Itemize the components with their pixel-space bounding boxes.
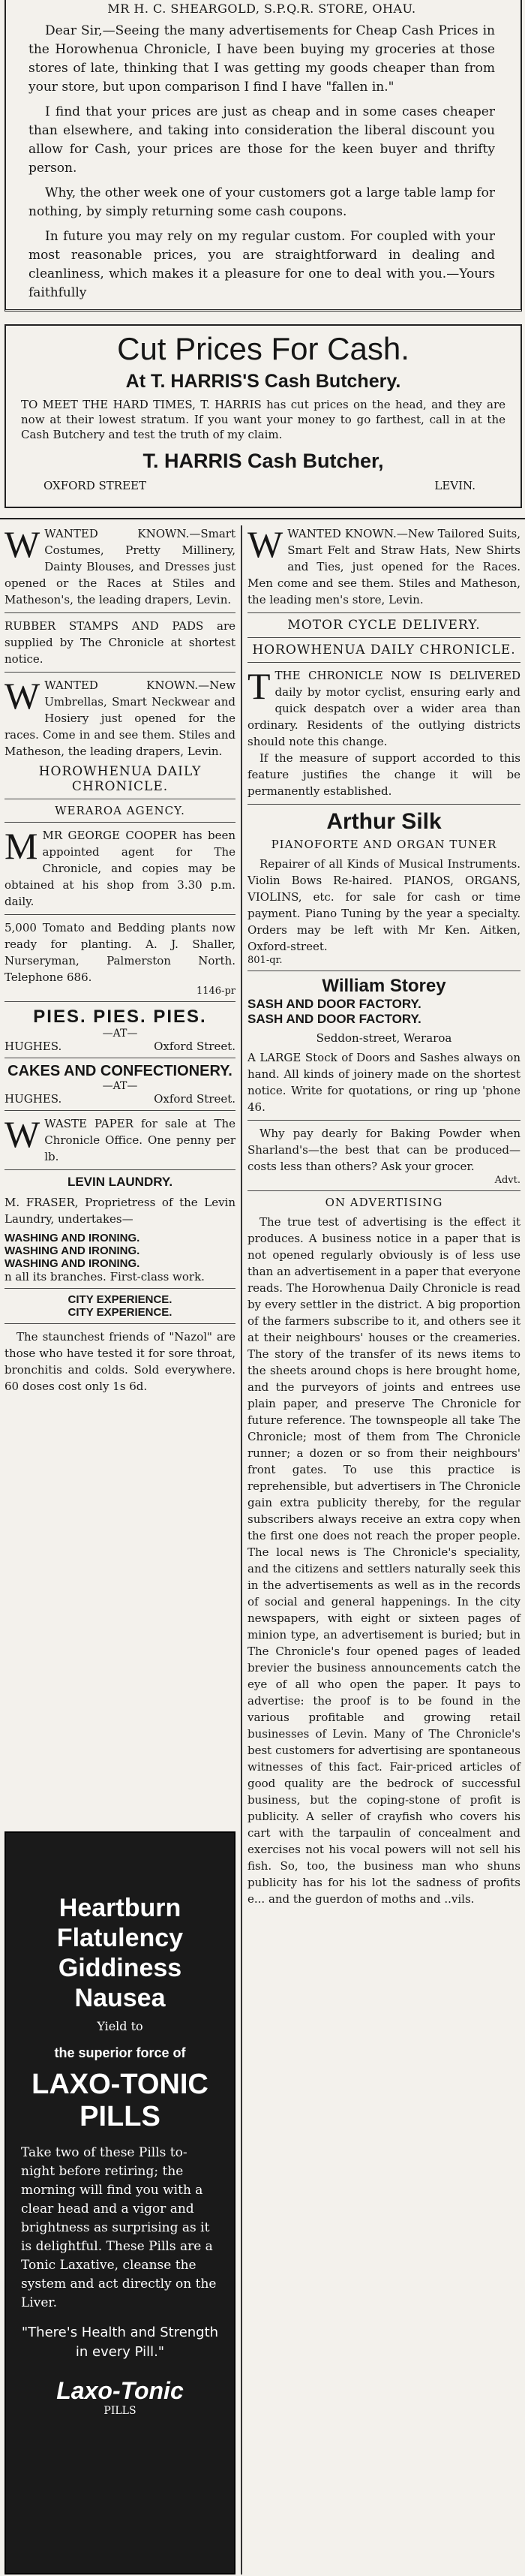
pies-heading: PIES. PIES. PIES. <box>33 1007 207 1027</box>
city-experience-2: CITY EXPERIENCE. <box>68 1306 172 1319</box>
cooper-notice-text: MR GEORGE COOPER has been appointed agent for The Chronicle, and copies may be obtained at his shop from 3.30 p.m. daily. <box>4 829 236 908</box>
pies-hughes: HUGHES. <box>4 1040 62 1053</box>
harris-name: T. HARRIS Cash Butcher, <box>142 450 384 472</box>
washing-1: WASHING AND IRONING. <box>4 1232 140 1244</box>
laxo-body: Take two of these Pills to-night before retiring; the morning will find you with a clear head and a vigor and brightness as surprising as it is delightful. These Pills are a Tonic Laxative, cleanse the system and act directly on the Liver. <box>21 2145 217 2310</box>
laxo-pills: PILLS <box>80 2101 160 2132</box>
laxo-yield: Yield to <box>97 2019 143 2033</box>
silk-body: Repairer of all Kinds of Musical Instruments. Violin Bows Re-haired. PIANOS, ORGANS, VIOLINS, etc. for sale for cash or time payment. Piano Tuning by the year a specialty. Orders may be left with Mr Ken. Aitken, Oxford-street. <box>248 857 520 953</box>
divider-10 <box>4 1288 236 1289</box>
weraroa-agency: WERAROA AGENCY. <box>55 804 185 817</box>
laxo-force: the superior force of <box>54 2045 186 2060</box>
tomato-plants: 5,000 Tomato and Bedding plants now ready for planting. A. J. Shaller, Nurseryman, Palmerston North. Telephone 686. <box>4 921 236 984</box>
storey-line-1: SASH AND DOOR FACTORY. <box>248 997 422 1011</box>
divider-8 <box>4 1110 236 1111</box>
silk-sub: PIANOFORTE AND ORGAN TUNER <box>271 838 497 851</box>
letter-paragraph-2: I find that your prices are just as cheap and in some cases cheaper than elsewhere, and taking into consideration the liberal discount you allow for Cash, your prices are those for the keen buyer and thrifty person. <box>28 104 495 176</box>
pies-at: —AT— <box>102 1028 138 1040</box>
laxo-slogan: "There's Health and Strength in every Pill." <box>21 2325 219 2360</box>
divider-9 <box>4 1169 236 1170</box>
laxo-giddiness: Giddiness <box>58 1954 182 1982</box>
wanted-umbrellas-text: WANTED KNOWN.—New Umbrellas, Smart Neckwear and Hosiery just opened for the races. Come in and see them. Stiles and Matheson, the leading drapers, Levin. <box>4 679 236 758</box>
cakes-footer <box>4 1092 236 1106</box>
motor-body-2: If the measure of support accorded to this feature justifies the change it will be permanently established. <box>248 751 520 798</box>
laxo-brand: Laxo-Tonic <box>56 2377 184 2404</box>
harris-body: TO MEET THE HARD TIMES, T. HARRIS has cut prices on the head, and they are now at their lowest stratum. If you want your money to go farthest, call in at the Cash Butchery and test the truth of my claim. <box>21 398 506 441</box>
laxo-nausea: Nausea <box>74 1984 166 2012</box>
wanted-tailored: WWANTED KNOWN.—New Tailored Suits, Smart Felt and Straw Hats, New Shirts and Ties, just opened for the Races. Men come and see them. Stiles and Matheson, the leading men's store, Levin. <box>248 523 520 606</box>
washing-2: WASHING AND IRONING. <box>4 1244 140 1257</box>
harris-street: OXFORD STREET <box>44 479 146 492</box>
silk-title: Arthur Silk <box>326 809 442 834</box>
storey-line-2: SASH AND DOOR FACTORY. <box>248 1012 422 1026</box>
column-rule <box>241 525 242 2574</box>
storey-name: William Storey <box>322 976 446 996</box>
waste-paper-text: WASTE PAPER for sale at The Chronicle Office. One penny per lb. <box>44 1117 236 1163</box>
advertising-body: The true test of advertising is the effect it produces. A business notice in a paper that is not opened regularly obviously is of less use than an advertisement in a paper that everyone reads. The Horowhenua Daily Chronicle is read by every settler in the district. A big proportion of the farmers subscribe to it, and others see it at their neighbours' houses or the creameries. The story of the transfer of its news items to the sheets around chops is here brought home, and the purveyors of joints and entrees use plain paper, and preserve The Chronicle for future reference. The townspeople all take The Chronicle; most of them from The Chronicle runner; a dozen or so from their neighbours' front gates. To use this practice is reprehensible, but advertisers in The Chronicle gain extra publicity thereby, for the regular subscribers always receive an extra copy when the first one does not reach the proper people. The local news is The Chronicle's speciality, and the citizens and settlers naturally seek this in the advertisements as well as in the records of social and general happenings. In the city newspapers, with eight or sixteen pages of minion type, an advertisement is buried; but in The Chronicle's four opened pages of leaded brevier the business announcements catch the eye of all who open the paper. It pays to advertise: the proof is to be found in the various profitable and growing retail businesses of Levin. Many of The Chronicle's best customers for advertising are spontaneous witnesses of this fact. Fair-priced articles of good quality are the bedrock of successful business, but the coping-stone of profit is publicity. A seller of crayfish who covers his cart with the tarpaulin of concealment and exercises not his vocal powers will not sell his fish. So, too, the business man who shuns publicity has for his lot the sadness of profits e... and the guerdon of moths and ..vils. <box>248 1215 520 1906</box>
harris-address <box>21 479 506 492</box>
right-column <box>248 525 520 1907</box>
baking-powder: Why pay dearly for Baking Powder when Sharland's—the best that can be produced—costs less than others? Ask your grocer. <box>248 1127 520 1173</box>
cakes-at: —AT— <box>102 1080 138 1092</box>
cakes-hughes: HUGHES. <box>4 1092 62 1106</box>
divider-r6 <box>248 1120 520 1121</box>
divider-r7 <box>248 1190 520 1191</box>
tomato-ref: 1146-pr <box>196 986 236 997</box>
letter-paragraph-3: Why, the other week one of your customers got a large table lamp for nothing, by simply returning some cash coupons. <box>28 185 495 219</box>
motor-body-text: THE CHRONICLE NOW IS DELIVERED daily by motor cyclist, ensuring early and quick despatch over a wider area than ordinary. Residents of the outlying districts should note this change. <box>248 669 520 748</box>
cakes-heading: CAKES AND CONFECTIONERY. <box>8 1063 232 1079</box>
wanted-tailored-text: WANTED KNOWN.—New Tailored Suits, Smart Felt and Straw Hats, New Shirts and Ties, just opened for the Races. Men come and see them. Stiles and Matheson, the leading men's store, Levin. <box>248 527 520 606</box>
wanted-costumes: WWANTED KNOWN.—Smart Costumes, Pretty Millinery, Dainty Blouses, and Dresses just opened or the Races at Stiles and Matheson's, the leading drapers, Levin. <box>4 523 236 606</box>
divider-2 <box>4 672 236 673</box>
letter-paragraph-4: In future you may rely on my regular custom. For coupled with your most reasonable prices, you are straightforward in dealing and cleanliness, which makes it a pleasure for one to deal with you.—Yours faithfully <box>28 229 495 300</box>
laxo-tonic-ad <box>4 1831 236 2574</box>
divider-11 <box>4 1323 236 1324</box>
left-column <box>4 525 236 1395</box>
divider-1 <box>4 612 236 613</box>
nazol-notice: The staunchest friends of "Nazol" are those who have tested it for sore throat, bronchitis and colds. Sold everywhere. 60 doses cost only 1s 6d. <box>4 1330 236 1393</box>
motor-body: TTHE CHRONICLE NOW IS DELIVERED daily by motor cyclist, ensuring early and quick despatch over a wider area than ordinary. Residents of the outlying districts should note this change. <box>248 665 520 748</box>
divider-6 <box>4 1001 236 1002</box>
letter-paragraph-1: Dear Sir,—Seeing the many advertisements for Cheap Cash Prices in the Horowhenua Chronicle, I have been buying my groceries at those stores of late, thinking that I was getting my goods cheaper than from your store, but upon comparison I find I have "fallen in." <box>28 23 495 95</box>
divider-5 <box>4 914 236 915</box>
silk-ref: 801-qr. <box>248 955 283 966</box>
pies-oxford: Oxford Street. <box>154 1040 236 1053</box>
laundry-title: LEVIN LAUNDRY. <box>67 1175 173 1189</box>
laxo-symptoms <box>6 1893 234 2013</box>
advertising-title: ON ADVERTISING <box>325 1196 443 1209</box>
divider-r1 <box>248 612 520 613</box>
cooper-notice: MMR GEORGE COOPER has been appointed agent for The Chronicle, and copies may be obtained at his shop from 3.30 p.m. daily. <box>4 825 236 908</box>
harris-bottom-rule <box>0 518 525 519</box>
wanted-costumes-text: WANTED KNOWN.—Smart Costumes, Pretty Millinery, Dainty Blouses, and Dresses just opened or the Races at Stiles and Matheson's, the leading drapers, Levin. <box>4 527 236 606</box>
washing-3: WASHING AND IRONING. <box>4 1257 140 1270</box>
divider-4 <box>4 822 236 823</box>
laundry-branches: n all its branches. First-class work. <box>4 1270 205 1283</box>
harris-title: Cut Prices For Cash. <box>117 331 410 366</box>
motor-daily: HOROWHENUA DAILY CHRONICLE. <box>252 642 516 658</box>
motor-title: MOTOR CYCLE DELIVERY. <box>287 618 481 633</box>
fraser-notice <box>4 1194 236 1227</box>
divider-r4 <box>248 804 520 805</box>
storey-body <box>248 1049 520 1115</box>
harris-town: LEVIN. <box>434 479 476 492</box>
laxo-flatulency: Flatulency <box>56 1924 184 1952</box>
daily-chronicle-label: HOROWHENUA DAILY CHRONICLE. <box>38 764 202 794</box>
harris-ad <box>4 324 522 508</box>
letter-box <box>4 0 522 311</box>
letter-heading: MR H. C. SHEARGOLD, S.P.Q.R. STORE, OHAU. <box>107 2 416 16</box>
storey-address: Seddon-street, Weraroa <box>316 1031 452 1045</box>
waste-paper: WWASTE PAPER for sale at The Chronicle Office. One penny per lb. <box>4 1113 236 1163</box>
laxo-name: LAXO-TONIC <box>32 2069 208 2100</box>
storey-body-text: A LARGE Stock of Doors and Sashes always on hand. All kinds of joinery made on the shortest notice. Write for quotations, or ring up 'phone 46. <box>248 1051 520 1114</box>
divider-r2 <box>248 637 520 638</box>
pies-footer <box>4 1040 236 1053</box>
baking-advt: Advt. <box>494 1175 520 1186</box>
laxo-heartburn: Heartburn <box>58 1894 182 1922</box>
laxo-brand-sub: PILLS <box>104 2405 136 2417</box>
divider-r3 <box>248 662 520 663</box>
rubber-stamps: RUBBER STAMPS AND PADS are supplied by The Chronicle at shortest notice. <box>4 619 236 666</box>
cakes-oxford: Oxford Street. <box>154 1092 236 1106</box>
city-experience-1: CITY EXPERIENCE. <box>68 1293 172 1306</box>
harris-subtitle: At T. HARRIS'S Cash Butchery. <box>125 371 401 392</box>
fraser-notice-text: M. FRASER, Proprietress of the Levin Laundry, undertakes— <box>4 1196 236 1226</box>
wanted-umbrellas: WWANTED KNOWN.—New Umbrellas, Smart Neckwear and Hosiery just opened for the races. Come in and see them. Stiles and Matheson, the leading drapers, Levin. <box>4 675 236 758</box>
